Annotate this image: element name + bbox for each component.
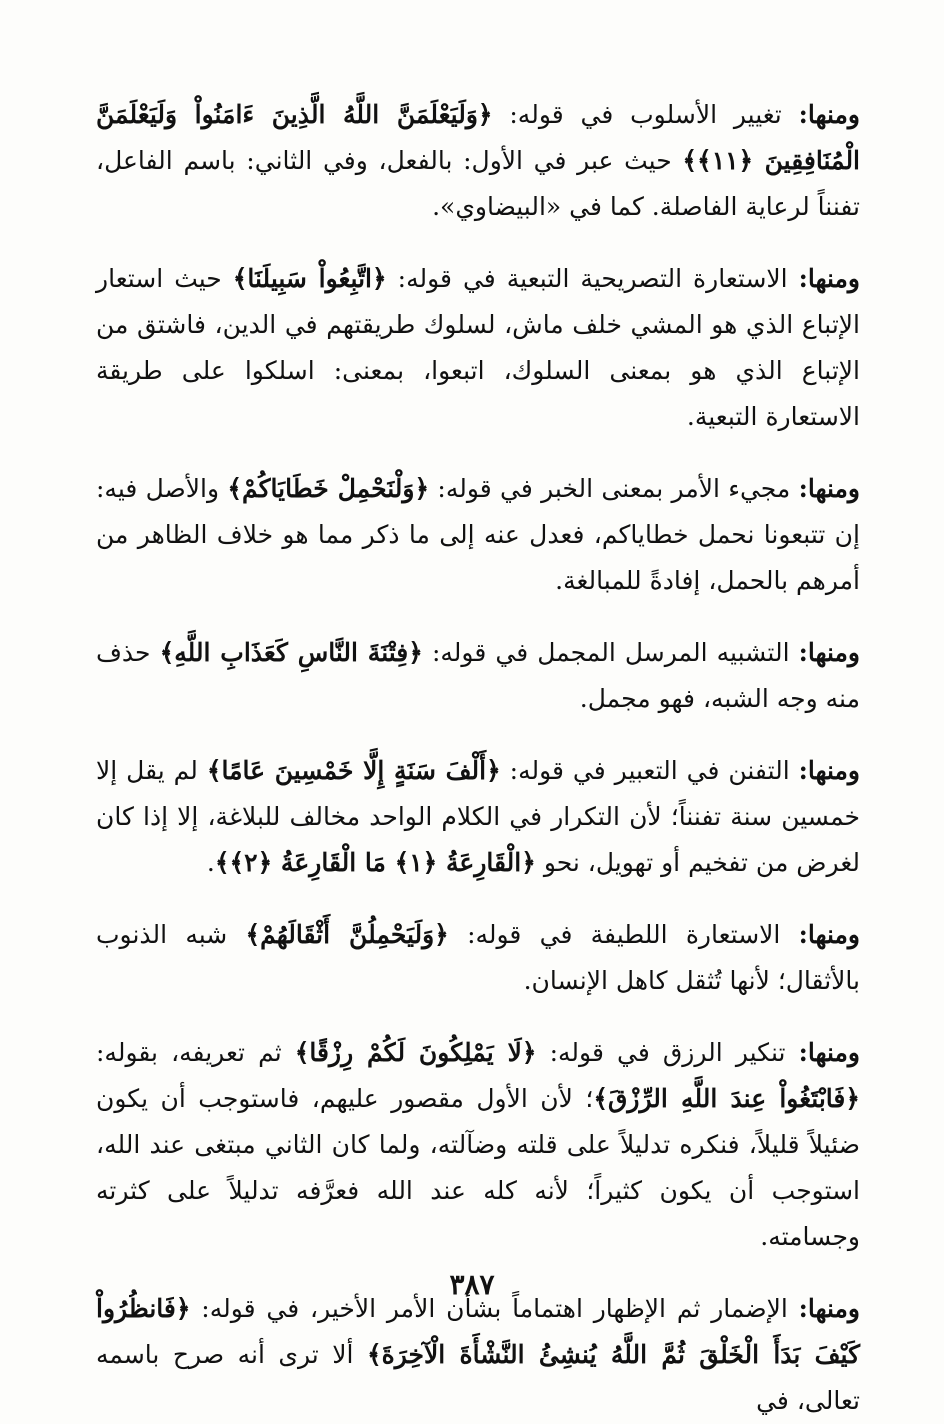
paragraph-text: التفنن في التعبير في قوله: — [500, 756, 799, 785]
paragraph-lead: ومنها: — [798, 1294, 860, 1323]
paragraph-lead: ومنها: — [798, 100, 860, 129]
paragraph-text: الاستعارة التصريحية التبعية في قوله: — [386, 264, 799, 293]
quran-verse: ﴿فَانظُرُواْ كَيْفَ بَدَأَ الْخَلْقَ ثُمَّ اللَّهُ يُنشِئُ النَّشْأَةَ الْآخِرَةَ﴾ — [96, 1294, 860, 1369]
quran-verse: ﴿وَلَيَعْلَمَنَّ اللَّهُ الَّذِينَ ءَامَنُواْ وَلَيَعْلَمَنَّ الْمُنَافِقِينَ ﴿١١﴾﴾ — [96, 100, 861, 175]
paragraph — [96, 748, 860, 886]
paragraph — [96, 92, 860, 230]
paragraph-text: ثم تعريفه، بقوله: — [96, 1038, 295, 1067]
paragraph-text: لم يقل إلا خمسين سنة تفنناً؛ لأن التكرار في الكلام الواحد مخالف للبلاغة، إلا إذا كان لغرض من تفخيم أو تهويل، نحو — [96, 756, 860, 877]
page-content — [96, 92, 860, 1424]
paragraph-text: ؛ لأن الأول مقصور عليهم، فاستوجب أن يكون ضئيلاً قليلاً، فنكره تدليلاً على قلته وضآلته، ولما كان الثاني مبتغى عند الله، استوجب أن يكون كثيراً؛ لأنه كله عند الله فعرَّفه تدليلاً على كثرته وجسامته. — [96, 1084, 860, 1251]
paragraph-text: التشبيه المرسل المجمل في قوله: — [422, 638, 799, 667]
quran-verse: ﴿لَا يَمْلِكُونَ لَكُمْ رِزْقًا﴾ — [294, 1038, 537, 1067]
paragraph-text: ألا ترى أنه صرح باسمه تعالى، في — [96, 1340, 860, 1415]
paragraph-text: تنكير الرزق في قوله: — [536, 1038, 799, 1067]
paragraph-text: حيث عبر في الأول: بالفعل، وفي الثاني: باسم الفاعل، تفنناً لرعاية الفاصلة. كما في «البيضاوي». — [96, 146, 860, 221]
page-number: ٣٨٧ — [449, 1268, 495, 1301]
paragraph-text: والأصل فيه: إن تتبعونا نحمل خطاياكم، فعدل عنه إلى ما ذكر مما هو خلاف الظاهر من أمرهم بالحمل، إفادةً للمبالغة. — [96, 474, 860, 595]
paragraph-lead: ومنها: — [798, 920, 860, 949]
paragraph — [96, 630, 860, 722]
paragraph-text: شبه الذنوب بالأثقال؛ لأنها تُثقل كاهل الإنسان. — [96, 920, 860, 995]
quran-verse: ﴿وَلَيَحْمِلُنَّ أَثْقَالَهُمْ﴾ — [245, 920, 449, 949]
quran-verse: ﴿اتَّبِعُواْ سَبِيلَنَا﴾ — [232, 264, 387, 293]
paragraph-text: حيث استعار الإتباع الذي هو المشي خلف ماش، لسلوك طريقتهم في الدين، فاشتق من الإتباع الذي هو بمعنى السلوك، اتبعوا، بمعنى: اسلكوا على طريقة الاستعارة التبعية. — [96, 264, 860, 431]
paragraph — [96, 256, 860, 440]
paragraph — [96, 912, 860, 1004]
paragraph — [96, 1286, 860, 1424]
quran-verse: ﴿أَلْفَ سَنَةٍ إِلَّا خَمْسِينَ عَامًا﴾ — [206, 756, 501, 785]
quran-verse: ﴿فَابْتَغُواْ عِندَ اللَّهِ الرِّزْقَ﴾ — [593, 1084, 860, 1113]
paragraph-text: حذف منه وجه الشبه، فهو مجمل. — [96, 638, 860, 713]
paragraph-lead: ومنها: — [798, 474, 860, 503]
paragraph — [96, 466, 860, 604]
paragraph-text: الاستعارة اللطيفة في قوله: — [448, 920, 799, 949]
paragraph-lead: ومنها: — [798, 638, 860, 667]
quran-verse: ﴿فِتْنَةَ النَّاسِ كَعَذَابِ اللَّهِ﴾ — [159, 638, 423, 667]
paragraph-lead: ومنها: — [798, 1038, 860, 1067]
paragraph-text: تغيير الأسلوب في قوله: — [492, 100, 799, 129]
paragraph-lead: ومنها: — [798, 756, 861, 785]
paragraph — [96, 1030, 860, 1260]
paragraph-text: الإضمار ثم الإظهار اهتماماً بشأن الأمر الأخير، في قوله: — [190, 1294, 799, 1323]
paragraph-text: مجيء الأمر بمعنى الخبر في قوله: — [429, 474, 799, 503]
paragraph-lead: ومنها: — [798, 264, 860, 293]
quran-verse: ﴿الْقَارِعَةُ ﴿١﴾ مَا الْقَارِعَةُ ﴿٢﴾﴾ — [214, 848, 536, 877]
quran-verse: ﴿وَلْنَحْمِلْ خَطَايَاكُمْ﴾ — [227, 474, 430, 503]
paragraph-text: . — [206, 848, 215, 877]
